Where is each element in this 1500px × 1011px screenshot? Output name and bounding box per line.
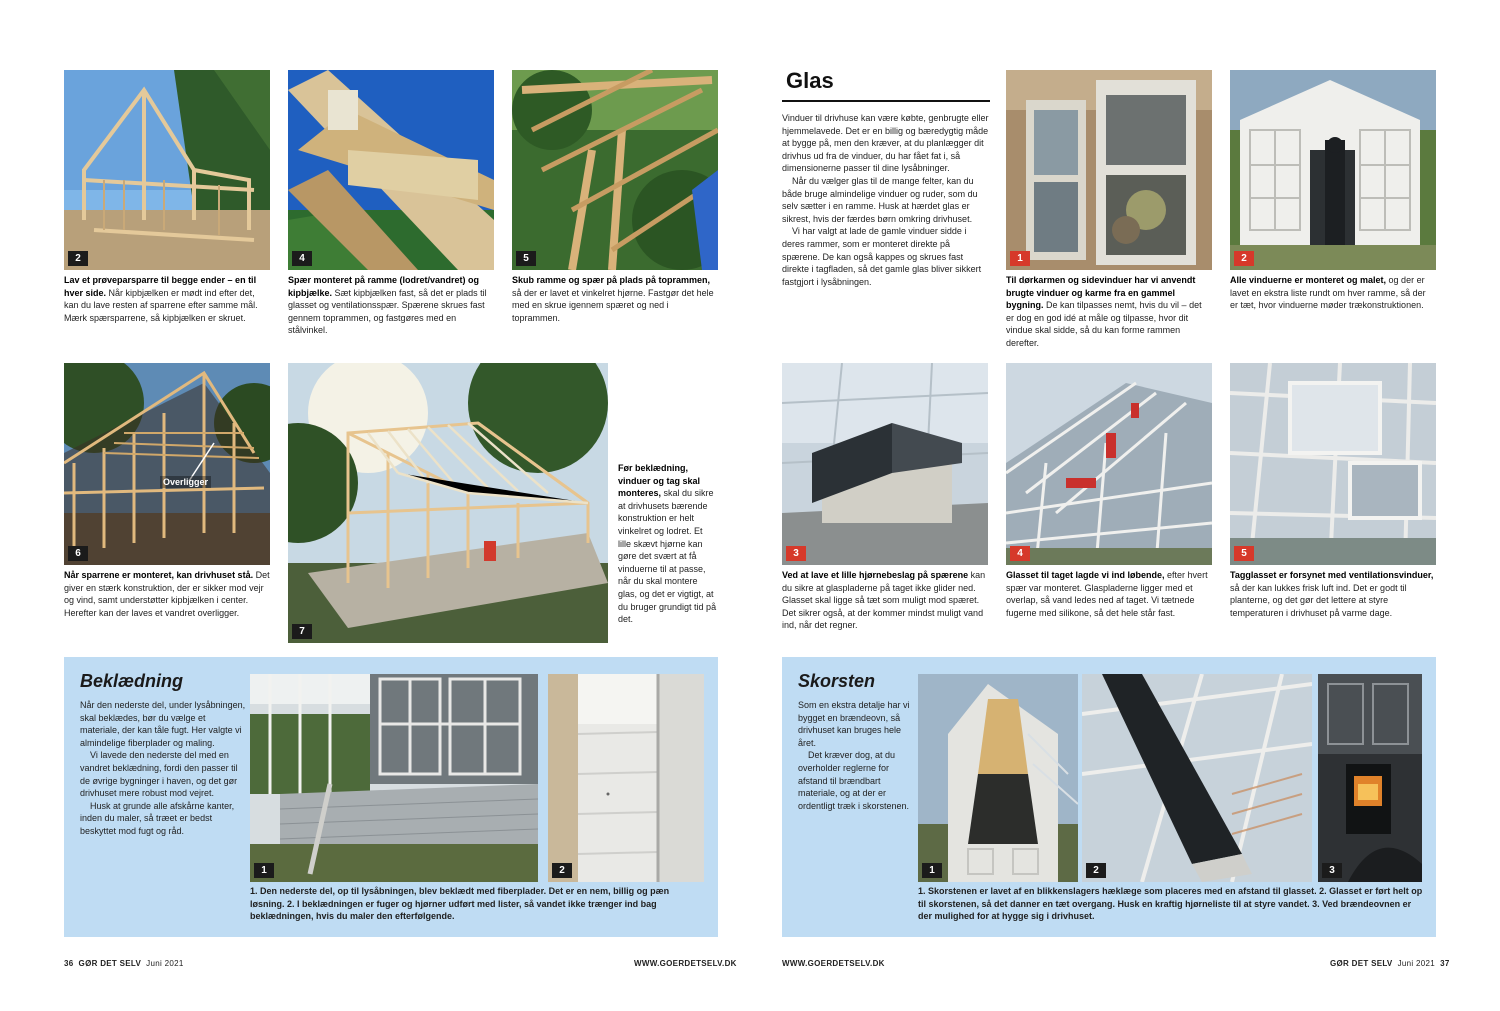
caption-text: De kan tilpasses nemt, hvis du vil – det er dog en god idé at måle og tilpasse, hvor dit vindue skal sidde, så du kan forme rammen derefter. — [1006, 300, 1202, 348]
photo-used-window-door-image — [1006, 70, 1212, 270]
caption-text: Sæt kipbjælken fast, så det er plads til glasset og ventilationsspær. Spærene skrues fast gennem toprammen, og fastgøres med en stålvinkel. — [288, 287, 487, 336]
photo-cladding-wall — [250, 674, 538, 882]
photo-chimney-glass-image — [1082, 674, 1312, 882]
cladding-paragraph: Når den nederste del, under lysåbningen, skal beklædes, bør du vælge et materiale, der kan tåle fugt. Her valgte vi almindelige fiberplader og maling. — [80, 700, 246, 748]
photo-roof-glass-image — [1006, 363, 1212, 565]
caption-text: efter hvert spær var monteret. Glaspladerne ligger med et overlap, så vand ledes ned af taget. Vi tætnede fugerne med silikone, så det hele står fast. — [1006, 570, 1208, 618]
caption-text: kan du sikre at glaspladerne på taget ikke glider ned. Glasset skal ligge så tæt som muligt mod spæret. Det sikrer også, at der kommer mindst muligt vand ind, når det regner. — [782, 570, 986, 631]
heading-rule — [782, 100, 990, 102]
glas-body — [782, 112, 990, 348]
caption-photo-6 — [64, 569, 270, 651]
photo-frame-with-overligger-image — [64, 363, 270, 565]
caption-bold: Tagglasset er forsynet med ventilationsvinduer, — [1230, 570, 1434, 580]
photo-corner-bracket — [782, 363, 988, 565]
chimney-paragraph: Som en ekstra detalje har vi bygget en brændeovn, så drivhuset kan bruges hele året. — [798, 700, 910, 748]
photo-rafters-on-plate — [512, 70, 718, 270]
caption-bold: Ved at lave et lille hjørnebeslag på spærene — [782, 570, 969, 580]
chimney-paragraph: Det kræver dog, at du overholder reglerne for afstand til brændbart materiale, og at der er ordentligt træk i skorstenen. — [798, 750, 910, 811]
photo-number: 5 — [516, 251, 536, 266]
issue-date: Juni 2021 — [146, 959, 184, 968]
cladding-body — [80, 699, 246, 929]
issue-date: Juni 2021 — [1397, 959, 1436, 968]
glas-paragraph: Vi har valgt at lade de gamle vinduer sidde i deres rammer, som er monteret direkte på spærene. De kan også kappes og skrues fast direkte i tagfladen, så det gamle glas bliver sikkert fastgjort i lysåbningen. — [782, 226, 982, 287]
glas-paragraph: Når du vælger glas til de mange felter, kan du både bruge almindelige vinduer og ruder, som du selv sætter i en ramme. Husk at hærdet glas er sikrest, hvis der færdes børn omkring drivhuset. — [782, 175, 978, 224]
overligger-label: Overligger — [160, 476, 211, 488]
photo-chimney-front — [918, 674, 1078, 882]
photo-frame-a-frame-image — [64, 70, 270, 270]
photo-frame-a-frame — [64, 70, 270, 270]
chimney-photo-caption: 1. Skorstenen er lavet af en blikkenslagers hæklæge som placeres med en afstand til glasset. 2. Glasset er ført helt op til skorstenen, så det danner en tæt overgang. Husk en kraftig hjørneliste til at styre vandet. 3. Ved brændeovnen er der mulighed for at hygge sig i drivhuset. — [918, 886, 1423, 922]
cladding-paragraph: Vi lavede den nederste del med en vandret beklædning, fordi den passer til de øvrige bygninger i haven, og det gør drivhuset mere robust mod vejret. — [80, 750, 238, 799]
caption-text: så der er lavet et vinkelret hjørne. Fastgør det hele med en skrue igennem spæret og ned i toprammen. — [512, 287, 714, 323]
caption-photo-1 — [64, 274, 270, 358]
caption-bold: Til dørkarmen og sidevinduer har vi anvendt brugte vinduer og karme fra en gammel bygning. — [1006, 275, 1196, 311]
photo-rafter-joint — [288, 70, 494, 270]
photo-cladding-corner — [548, 674, 704, 882]
photo-number: 5 — [1234, 546, 1254, 561]
magazine-brand: GØR DET SELV — [78, 959, 142, 968]
photo-number: 4 — [292, 251, 312, 266]
photo-corner-bracket-image — [782, 363, 988, 565]
photo-chimney-front-image — [918, 674, 1078, 882]
caption-text: Når kipbjælken er mødt ind efter det, kan du lave resten af sparrene efter samme mål. Mærk spærsparrene, så kipbjælken er skruet. — [64, 287, 258, 323]
photo-number: 1 — [254, 863, 274, 878]
photo-number: 7 — [292, 624, 312, 639]
footer-left-page — [64, 959, 184, 968]
glas-paragraph: Vinduer til drivhuse kan være købte, genbrugte eller hjemmelavede. Det er en billig og bæredygtig måde at bygge på, men den kræver, at du planlægger dit drivhus ud fra de vinduer, du har fået fat i, så dimensionerne passer til dine lysåbninger. — [782, 113, 989, 174]
caption-r-photo-4 — [1006, 569, 1212, 651]
photo-cladding-corner-image — [548, 674, 704, 882]
chimney-title: Skorsten — [798, 671, 876, 691]
photo-full-greenhouse-frame — [288, 363, 608, 643]
photo-used-window-door — [1006, 70, 1212, 270]
cladding-paragraph: Husk at grunde alle afskårne kanter, inden du maler, så træet er bedst beskyttet mod fugt og råd. — [80, 800, 235, 836]
caption-text: skal du sikre at drivhusets bærende konstruktion er helt vinkelret og lodret. Et lille skævt hjørne kan gøre det svært at få vinduerne til at passe, når du skal montere glas, og det er vigtigt, at du bruger grundigt tid på det. — [618, 488, 717, 625]
photo-roof-glass — [1006, 363, 1212, 565]
photo-number: 4 — [1010, 546, 1030, 561]
photo-number: 3 — [786, 546, 806, 561]
photo-rafters-on-plate-image — [512, 70, 718, 270]
caption-r-photo-2 — [1230, 274, 1436, 358]
photo-number: 2 — [552, 863, 572, 878]
caption-r-photo-3 — [782, 569, 988, 651]
caption-photo-2 — [288, 274, 494, 358]
caption-photo-3 — [512, 274, 718, 358]
cladding-title: Beklædning — [80, 671, 184, 691]
caption-bold: Lav et prøveparsparre til begge ender – en til hver side. — [64, 275, 257, 298]
caption-side-before-cladding — [618, 462, 718, 644]
magazine-brand: GØR DET SELV — [1330, 959, 1393, 968]
caption-r-photo-1 — [1006, 274, 1212, 358]
footer-website-right[interactable]: WWW.GOERDETSELV.DK — [782, 959, 885, 968]
photo-painted-windows-image — [1230, 70, 1436, 270]
glas-heading: Glas — [786, 68, 834, 93]
cladding-photo-caption: 1. Den nederste del, op til lysåbningen, blev beklædt med fiberplader. Det er en nem, billig og pæn løsning. 2. I beklædningen er fuger og hjørner udført med lister, så vandet ikke trænger ind bag beklædningen, hvis du maler den efterfølgende. — [250, 886, 670, 922]
photo-vent-windows — [1230, 363, 1436, 565]
page-number: 36 — [64, 959, 74, 968]
photo-chimney-glass — [1082, 674, 1312, 882]
caption-bold: Når sparrene er monteret, kan drivhuset stå. — [64, 570, 254, 580]
photo-number: 1 — [1010, 251, 1030, 266]
caption-text: og der er lavet en ekstra liste rundt om hver ramme, så der er tæt, hvor vinduerne møder trækonstruktionen. — [1230, 275, 1426, 311]
page-number: 37 — [1440, 959, 1450, 968]
photo-number: 6 — [68, 546, 88, 561]
caption-bold: Glasset til taget lagde vi ind løbende, — [1006, 570, 1165, 580]
photo-wood-stove-image — [1318, 674, 1422, 882]
caption-r-photo-5 — [1230, 569, 1436, 651]
footer-right-page — [1330, 959, 1450, 968]
photo-number: 2 — [1234, 251, 1254, 266]
photo-number: 1 — [922, 863, 942, 878]
photo-vent-windows-image — [1230, 363, 1436, 565]
chimney-box — [782, 657, 1436, 937]
chimney-body — [798, 699, 912, 889]
photo-wood-stove — [1318, 674, 1422, 882]
caption-bold: Alle vinduerne er monteret og malet, — [1230, 275, 1387, 285]
photo-number: 3 — [1322, 863, 1342, 878]
photo-cladding-wall-image — [250, 674, 538, 882]
caption-bold: Før beklædning, vinduer og tag skal monteres, — [618, 463, 701, 499]
photo-rafter-joint-image — [288, 70, 494, 270]
photo-number: 2 — [1086, 863, 1106, 878]
caption-bold: Spær monteret på ramme (lodret/vandret) og kipbjælke. — [288, 275, 480, 298]
photo-painted-windows — [1230, 70, 1436, 270]
photo-frame-with-overligger — [64, 363, 270, 565]
caption-bold: Skub ramme og spær på plads på toprammen, — [512, 275, 711, 285]
cladding-box — [64, 657, 718, 937]
footer-website-left[interactable]: WWW.GOERDETSELV.DK — [634, 959, 737, 968]
caption-text: Det giver en stærk konstruktion, der er sikker mod vejr og vind, samt understøtter kipbjælken i center. Herefter kan der laves et vandret overligger. — [64, 570, 270, 618]
photo-full-greenhouse-frame-image — [288, 363, 608, 643]
photo-number: 2 — [68, 251, 88, 266]
caption-text: så der kan lukkes frisk luft ind. Det er godt til planterne, og det gør det lettere at styre temperaturen i drivhuset på varme dage. — [1230, 582, 1407, 618]
